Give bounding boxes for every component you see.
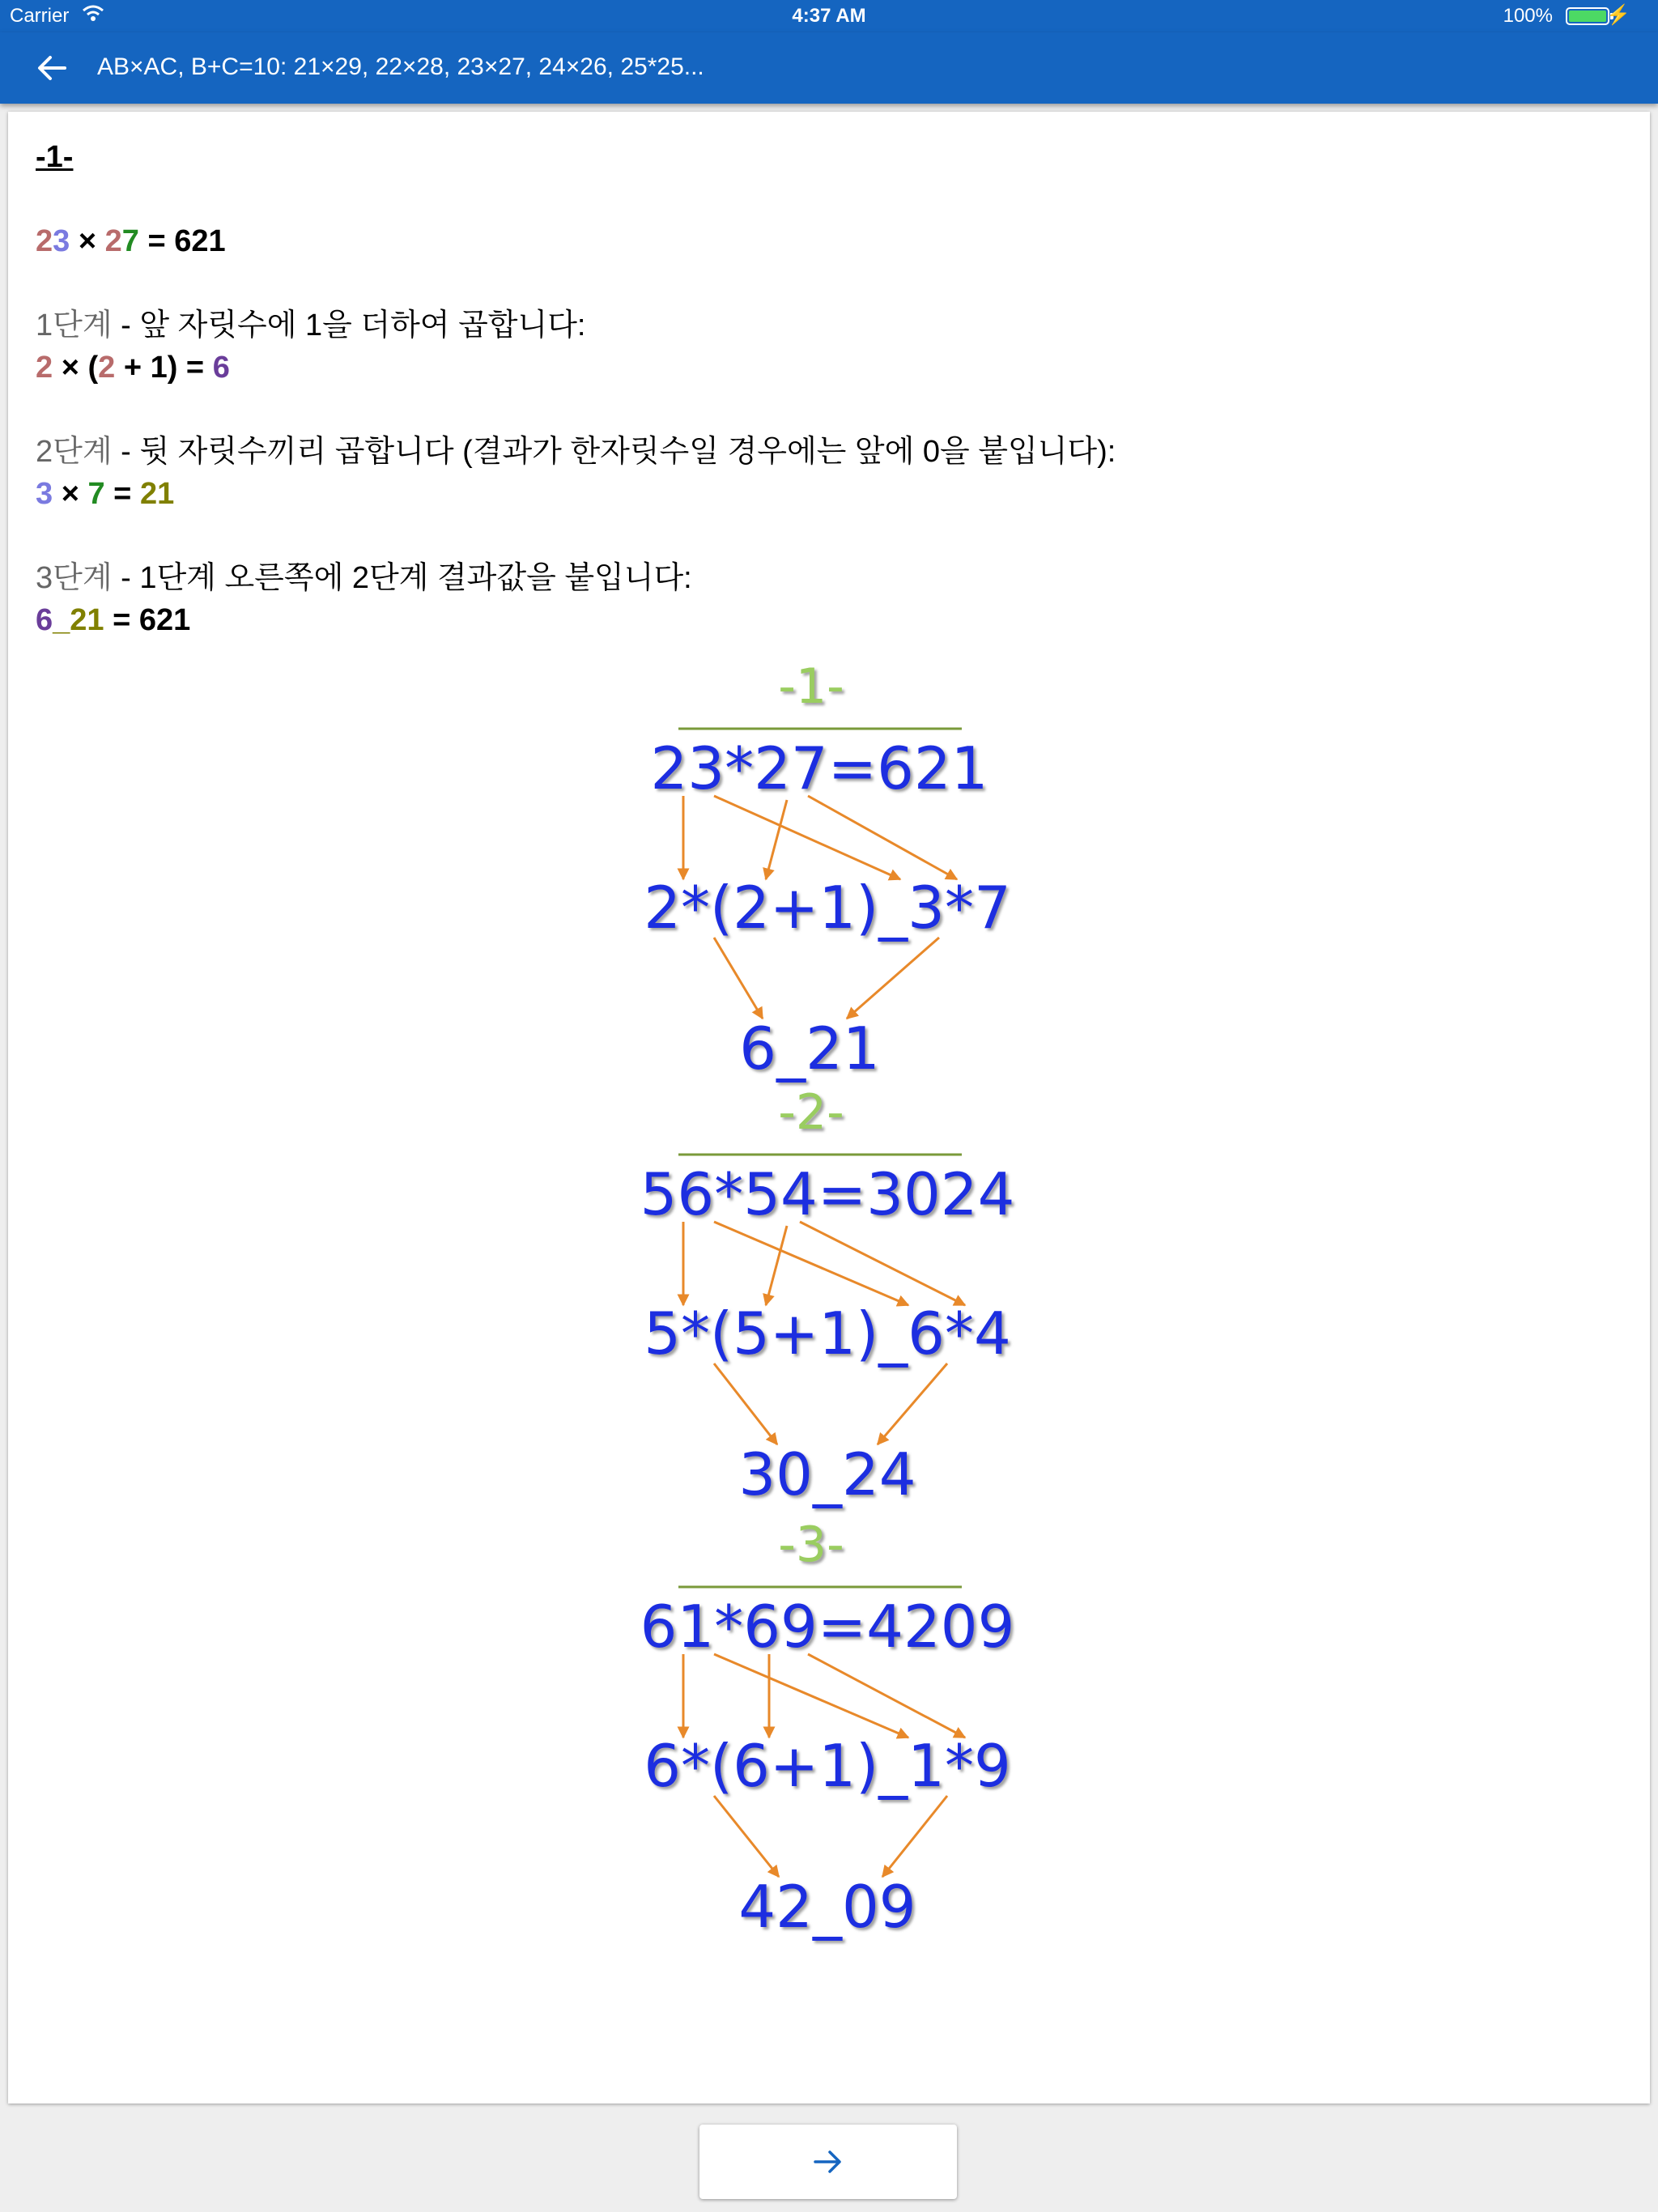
step3-rest: = 621 — [113, 603, 191, 637]
eq-times: × — [78, 224, 97, 258]
eq-b-units: 7 — [121, 224, 139, 258]
block3-heading: -3- — [778, 1516, 844, 1573]
block1-result: 6_21 — [739, 1015, 880, 1083]
step1-result: 6 — [212, 351, 230, 385]
diagram-block-1 — [644, 658, 1011, 1083]
eq-b-tens: 2 — [104, 224, 122, 258]
step3-p2: _21 — [53, 603, 104, 637]
step1-label: 1단계 — [36, 308, 113, 342]
arrow-right-icon — [812, 2146, 844, 2178]
app-bar — [0, 32, 1658, 104]
block1-equation: 23*27=621 — [650, 734, 988, 802]
block2-expansion: 5*(5+1)_6*4 — [644, 1300, 1011, 1368]
diagram-block-3 — [640, 1516, 1015, 1941]
block2-result: 30_24 — [738, 1440, 916, 1508]
diagram-block-2 — [640, 1084, 1015, 1508]
block1-expansion: 2*(2+1)_3*7 — [644, 874, 1011, 942]
step1-text: - 앞 자릿수에 1을 더하여 곱합니다: — [121, 308, 586, 342]
block3-expansion: 6*(6+1)_1*9 — [644, 1732, 1011, 1800]
carrier-label: Carrier — [10, 5, 70, 27]
step3-label: 3단계 — [36, 561, 113, 595]
step2-d1: 3 — [36, 477, 53, 511]
block3-equation: 61*69=4209 — [640, 1593, 1015, 1661]
step2-eq: = — [113, 477, 132, 511]
status-bar — [0, 0, 1658, 32]
battery-icon — [1566, 7, 1609, 25]
content-card — [8, 112, 1650, 2104]
lesson-heading: -1- — [36, 140, 74, 174]
charging-icon: ⚡ — [1606, 4, 1630, 26]
step3-text: - 1단계 오른쪽에 2단계 결과값을 붙입니다: — [121, 561, 692, 595]
diagram-image — [8, 112, 1650, 2104]
page-title: AB×AC, B+C=10: 21×29, 22×28, 23×27, 24×26, 25*25... — [97, 53, 704, 80]
step1-d1: 2 — [36, 351, 53, 385]
block3-result: 42_09 — [738, 1873, 916, 1941]
step3-p1: 6 — [36, 603, 53, 637]
block2-heading: -2- — [778, 1084, 844, 1141]
clock: 4:37 AM — [792, 5, 866, 27]
back-arrow-icon[interactable] — [29, 45, 74, 91]
step2-mult: × — [61, 477, 79, 511]
step1-plus: + 1) = — [123, 351, 205, 385]
step2-result: 21 — [139, 477, 175, 511]
eq-a-tens: 2 — [36, 224, 53, 258]
eq-rest: = 621 — [147, 224, 226, 258]
battery-percent: 100% — [1503, 5, 1553, 27]
step2-text: - 뒷 자릿수끼리 곱합니다 (결과가 한자릿수일 경우에는 앞에 0을 붙입니다): — [121, 435, 1116, 469]
step1-mult: × — [61, 351, 79, 385]
step1-d2: 2 — [98, 351, 116, 385]
block1-heading: -1- — [778, 658, 844, 715]
step2-d2: 7 — [87, 477, 105, 511]
block2-equation: 56*54=3024 — [640, 1160, 1015, 1228]
eq-a-units: 3 — [53, 224, 70, 258]
next-button[interactable] — [699, 2125, 957, 2199]
step2-label: 2단계 — [36, 435, 113, 469]
step1-open: ( — [87, 351, 99, 385]
